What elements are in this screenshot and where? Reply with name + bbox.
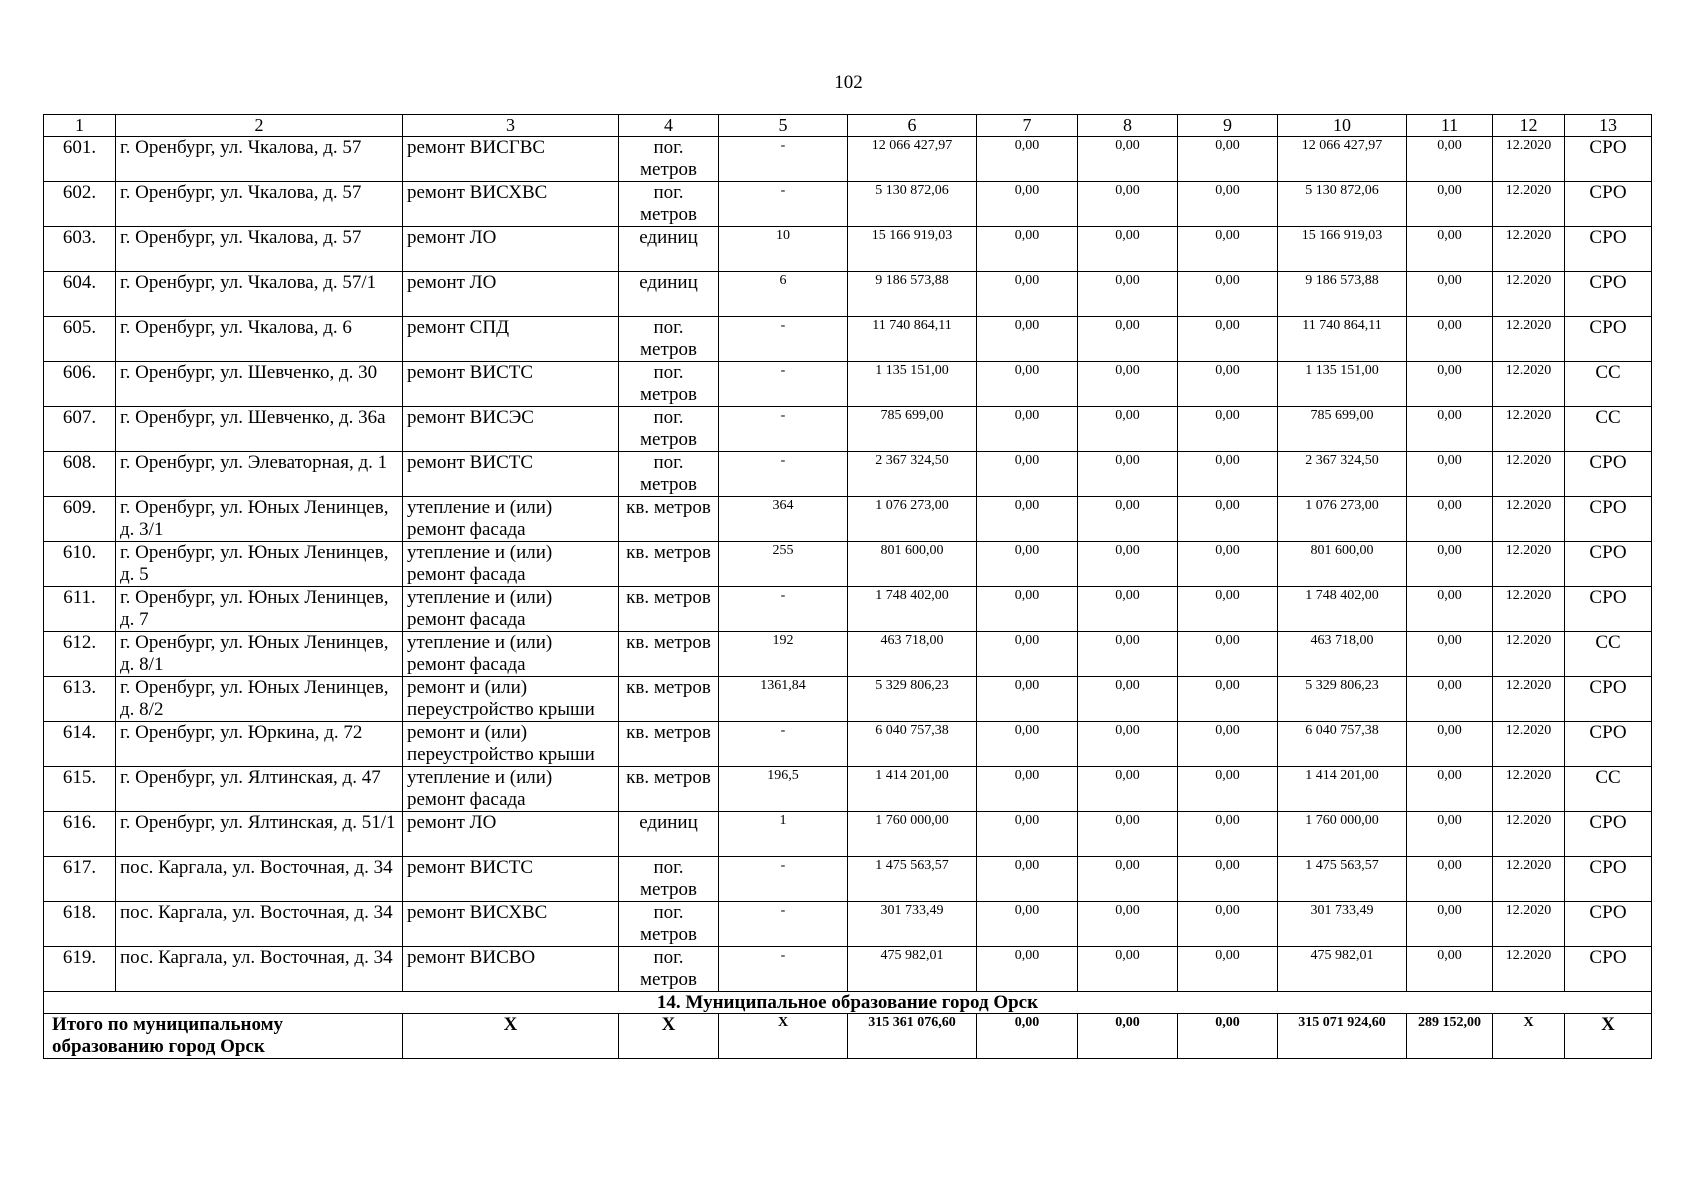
unit-cell: пог. метров xyxy=(619,317,719,362)
cost-owner-cell: 0,00 xyxy=(1407,857,1493,902)
cost-cell: 0,00 xyxy=(1078,182,1178,227)
cost-fund-cell: 801 600,00 xyxy=(1278,542,1407,587)
completion-date-cell: 12.2020 xyxy=(1493,767,1565,812)
work-type-cell: ремонт и (или) переустройство крыши xyxy=(403,677,619,722)
table-row xyxy=(44,227,1652,272)
completion-date-cell: 12.2020 xyxy=(1493,227,1565,272)
table-row xyxy=(44,767,1652,812)
row-number: 606. xyxy=(44,362,116,407)
cost-fund-cell: 5 130 872,06 xyxy=(1278,182,1407,227)
cost-cell: 0,00 xyxy=(1178,452,1278,497)
cost-cell: 0,00 xyxy=(1178,542,1278,587)
quantity-cell: - xyxy=(719,857,848,902)
completion-date-cell: 12.2020 xyxy=(1493,272,1565,317)
row-number: 611. xyxy=(44,587,116,632)
column-numbers-row xyxy=(44,115,1652,137)
address-cell: г. Оренбург, ул. Юркина, д. 72 xyxy=(116,722,403,767)
cost-owner-cell: 0,00 xyxy=(1407,902,1493,947)
total-label: Итого по муниципальному образованию город Орск xyxy=(44,1014,403,1059)
column-number: 10 xyxy=(1278,115,1407,137)
table-row xyxy=(44,452,1652,497)
total-row xyxy=(44,1014,1652,1059)
row-number: 603. xyxy=(44,227,116,272)
column-number: 12 xyxy=(1493,115,1565,137)
cost-cell: 0,00 xyxy=(1078,137,1178,182)
completion-date-cell: 12.2020 xyxy=(1493,362,1565,407)
completion-date-cell: 12.2020 xyxy=(1493,542,1565,587)
unit-cell: единиц xyxy=(619,812,719,857)
fund-method-cell: СРО xyxy=(1565,137,1652,182)
total-mark-cell: X xyxy=(619,1014,719,1059)
quantity-cell: 6 xyxy=(719,272,848,317)
cost-total-cell: 1 760 000,00 xyxy=(848,812,977,857)
cost-total-cell: 801 600,00 xyxy=(848,542,977,587)
cost-owner-cell: 0,00 xyxy=(1407,182,1493,227)
cost-owner-cell: 0,00 xyxy=(1407,587,1493,632)
cost-cell: 0,00 xyxy=(1178,812,1278,857)
cost-cell: 0,00 xyxy=(977,452,1078,497)
unit-cell: пог. метров xyxy=(619,362,719,407)
row-number: 605. xyxy=(44,317,116,362)
cost-total-cell: 6 040 757,38 xyxy=(848,722,977,767)
completion-date-cell: 12.2020 xyxy=(1493,407,1565,452)
work-type-cell: утепление и (или) ремонт фасада xyxy=(403,542,619,587)
address-cell: г. Оренбург, ул. Юных Ленинцев, д. 8/1 xyxy=(116,632,403,677)
row-number: 613. xyxy=(44,677,116,722)
completion-date-cell: 12.2020 xyxy=(1493,947,1565,992)
column-number: 6 xyxy=(848,115,977,137)
cost-total-cell: 463 718,00 xyxy=(848,632,977,677)
cost-owner-cell: 0,00 xyxy=(1407,677,1493,722)
cost-fund-cell: 1 748 402,00 xyxy=(1278,587,1407,632)
fund-method-cell: СРО xyxy=(1565,317,1652,362)
fund-method-cell: СРО xyxy=(1565,947,1652,992)
cost-owner-cell: 0,00 xyxy=(1407,227,1493,272)
table-row xyxy=(44,632,1652,677)
column-number: 5 xyxy=(719,115,848,137)
fund-method-cell: СРО xyxy=(1565,542,1652,587)
row-number: 608. xyxy=(44,452,116,497)
address-cell: г. Оренбург, ул. Чкалова, д. 57 xyxy=(116,182,403,227)
unit-cell: пог. метров xyxy=(619,452,719,497)
work-type-cell: ремонт ВИСТС xyxy=(403,362,619,407)
unit-cell: кв. метров xyxy=(619,632,719,677)
fund-method-cell: СРО xyxy=(1565,272,1652,317)
cost-fund-cell: 1 076 273,00 xyxy=(1278,497,1407,542)
table-row xyxy=(44,497,1652,542)
work-type-cell: ремонт ВИСЭС xyxy=(403,407,619,452)
section-row xyxy=(44,992,1652,1014)
row-number: 601. xyxy=(44,137,116,182)
cost-cell: 0,00 xyxy=(977,767,1078,812)
quantity-cell: - xyxy=(719,317,848,362)
cost-cell: 0,00 xyxy=(977,677,1078,722)
cost-fund-cell: 9 186 573,88 xyxy=(1278,272,1407,317)
fund-method-cell: СРО xyxy=(1565,587,1652,632)
cost-cell: 0,00 xyxy=(1178,227,1278,272)
work-type-cell: ремонт ЛО xyxy=(403,272,619,317)
column-number: 1 xyxy=(44,115,116,137)
table-row xyxy=(44,587,1652,632)
cost-cell: 0,00 xyxy=(977,722,1078,767)
total-cost-cell: 0,00 xyxy=(1078,1014,1178,1059)
column-number: 3 xyxy=(403,115,619,137)
cost-cell: 0,00 xyxy=(1078,407,1178,452)
quantity-cell: - xyxy=(719,407,848,452)
cost-cell: 0,00 xyxy=(1078,587,1178,632)
unit-cell: кв. метров xyxy=(619,722,719,767)
address-cell: г. Оренбург, ул. Шевченко, д. 36а xyxy=(116,407,403,452)
cost-cell: 0,00 xyxy=(977,227,1078,272)
unit-cell: единиц xyxy=(619,272,719,317)
cost-total-cell: 2 367 324,50 xyxy=(848,452,977,497)
quantity-cell: - xyxy=(719,947,848,992)
cost-cell: 0,00 xyxy=(977,497,1078,542)
completion-date-cell: 12.2020 xyxy=(1493,902,1565,947)
quantity-cell: - xyxy=(719,137,848,182)
column-number: 7 xyxy=(977,115,1078,137)
cost-owner-cell: 0,00 xyxy=(1407,722,1493,767)
cost-owner-cell: 0,00 xyxy=(1407,452,1493,497)
cost-cell: 0,00 xyxy=(977,182,1078,227)
cost-owner-cell: 0,00 xyxy=(1407,272,1493,317)
unit-cell: кв. метров xyxy=(619,587,719,632)
total-mark-cell: X xyxy=(403,1014,619,1059)
unit-cell: кв. метров xyxy=(619,677,719,722)
cost-cell: 0,00 xyxy=(1178,767,1278,812)
cost-cell: 0,00 xyxy=(1078,902,1178,947)
unit-cell: единиц xyxy=(619,227,719,272)
row-number: 610. xyxy=(44,542,116,587)
cost-cell: 0,00 xyxy=(1178,407,1278,452)
page-number: 102 xyxy=(834,72,863,93)
cost-total-cell: 12 066 427,97 xyxy=(848,137,977,182)
cost-total-cell: 1 135 151,00 xyxy=(848,362,977,407)
cost-cell: 0,00 xyxy=(1178,857,1278,902)
address-cell: г. Оренбург, ул. Юных Ленинцев, д. 7 xyxy=(116,587,403,632)
unit-cell: пог. метров xyxy=(619,902,719,947)
cost-total-cell: 9 186 573,88 xyxy=(848,272,977,317)
completion-date-cell: 12.2020 xyxy=(1493,632,1565,677)
completion-date-cell: 12.2020 xyxy=(1493,722,1565,767)
cost-cell: 0,00 xyxy=(977,947,1078,992)
cost-fund-cell: 2 367 324,50 xyxy=(1278,452,1407,497)
completion-date-cell: 12.2020 xyxy=(1493,137,1565,182)
unit-cell: пог. метров xyxy=(619,857,719,902)
table-row xyxy=(44,722,1652,767)
work-type-cell: ремонт ВИСВО xyxy=(403,947,619,992)
cost-cell: 0,00 xyxy=(1078,497,1178,542)
quantity-cell: 1361,84 xyxy=(719,677,848,722)
fund-method-cell: СС xyxy=(1565,407,1652,452)
table-row xyxy=(44,542,1652,587)
completion-date-cell: 12.2020 xyxy=(1493,452,1565,497)
cost-owner-cell: 0,00 xyxy=(1407,497,1493,542)
cost-owner-cell: 0,00 xyxy=(1407,542,1493,587)
cost-fund-cell: 301 733,49 xyxy=(1278,902,1407,947)
column-number: 8 xyxy=(1078,115,1178,137)
completion-date-cell: 12.2020 xyxy=(1493,182,1565,227)
cost-cell: 0,00 xyxy=(1178,317,1278,362)
quantity-cell: - xyxy=(719,452,848,497)
cost-owner-cell: 0,00 xyxy=(1407,317,1493,362)
cost-cell: 0,00 xyxy=(977,407,1078,452)
row-number: 609. xyxy=(44,497,116,542)
cost-cell: 0,00 xyxy=(1178,362,1278,407)
fund-method-cell: СРО xyxy=(1565,182,1652,227)
quantity-cell: 192 xyxy=(719,632,848,677)
cost-cell: 0,00 xyxy=(977,272,1078,317)
address-cell: г. Оренбург, ул. Юных Ленинцев, д. 3/1 xyxy=(116,497,403,542)
fund-method-cell: СРО xyxy=(1565,227,1652,272)
quantity-cell: - xyxy=(719,587,848,632)
cost-cell: 0,00 xyxy=(1078,722,1178,767)
address-cell: г. Оренбург, ул. Ялтинская, д. 47 xyxy=(116,767,403,812)
work-type-cell: утепление и (или) ремонт фасада xyxy=(403,587,619,632)
address-cell: пос. Каргала, ул. Восточная, д. 34 xyxy=(116,902,403,947)
cost-cell: 0,00 xyxy=(1078,857,1178,902)
quantity-cell: - xyxy=(719,362,848,407)
fund-method-cell: СС xyxy=(1565,632,1652,677)
total-cost-cell: 0,00 xyxy=(1178,1014,1278,1059)
cost-cell: 0,00 xyxy=(1178,497,1278,542)
row-number: 607. xyxy=(44,407,116,452)
cost-cell: 0,00 xyxy=(1078,227,1178,272)
cost-cell: 0,00 xyxy=(1078,947,1178,992)
cost-cell: 0,00 xyxy=(1178,587,1278,632)
cost-total-cell: 15 166 919,03 xyxy=(848,227,977,272)
column-number: 2 xyxy=(116,115,403,137)
unit-cell: кв. метров xyxy=(619,542,719,587)
cost-fund-cell: 12 066 427,97 xyxy=(1278,137,1407,182)
unit-cell: пог. метров xyxy=(619,407,719,452)
completion-date-cell: 12.2020 xyxy=(1493,857,1565,902)
cost-fund-cell: 1 475 563,57 xyxy=(1278,857,1407,902)
row-number: 618. xyxy=(44,902,116,947)
fund-method-cell: СС xyxy=(1565,767,1652,812)
column-number: 11 xyxy=(1407,115,1493,137)
cost-cell: 0,00 xyxy=(1178,722,1278,767)
completion-date-cell: 12.2020 xyxy=(1493,587,1565,632)
unit-cell: кв. метров xyxy=(619,767,719,812)
cost-cell: 0,00 xyxy=(1178,902,1278,947)
total-cost-cell: 315 361 076,60 xyxy=(848,1014,977,1059)
row-number: 614. xyxy=(44,722,116,767)
quantity-cell: 364 xyxy=(719,497,848,542)
cost-fund-cell: 15 166 919,03 xyxy=(1278,227,1407,272)
fund-method-cell: СРО xyxy=(1565,857,1652,902)
cost-cell: 0,00 xyxy=(977,812,1078,857)
cost-cell: 0,00 xyxy=(1078,272,1178,317)
address-cell: г. Оренбург, ул. Чкалова, д. 57 xyxy=(116,227,403,272)
cost-cell: 0,00 xyxy=(1178,677,1278,722)
cost-total-cell: 475 982,01 xyxy=(848,947,977,992)
cost-owner-cell: 0,00 xyxy=(1407,947,1493,992)
quantity-cell: - xyxy=(719,722,848,767)
cost-cell: 0,00 xyxy=(1178,272,1278,317)
fund-method-cell: СС xyxy=(1565,362,1652,407)
cost-total-cell: 301 733,49 xyxy=(848,902,977,947)
cost-total-cell: 5 130 872,06 xyxy=(848,182,977,227)
completion-date-cell: 12.2020 xyxy=(1493,677,1565,722)
address-cell: пос. Каргала, ул. Восточная, д. 34 xyxy=(116,947,403,992)
cost-cell: 0,00 xyxy=(1078,632,1178,677)
section-title: 14. Муниципальное образование город Орск xyxy=(44,992,1652,1014)
column-number: 4 xyxy=(619,115,719,137)
cost-total-cell: 785 699,00 xyxy=(848,407,977,452)
unit-cell: пог. метров xyxy=(619,947,719,992)
cost-fund-cell: 475 982,01 xyxy=(1278,947,1407,992)
row-number: 615. xyxy=(44,767,116,812)
cost-cell: 0,00 xyxy=(977,587,1078,632)
cost-cell: 0,00 xyxy=(1178,182,1278,227)
quantity-cell: 196,5 xyxy=(719,767,848,812)
column-number: 9 xyxy=(1178,115,1278,137)
cost-owner-cell: 0,00 xyxy=(1407,407,1493,452)
cost-cell: 0,00 xyxy=(977,632,1078,677)
unit-cell: пог. метров xyxy=(619,182,719,227)
cost-cell: 0,00 xyxy=(977,137,1078,182)
unit-cell: пог. метров xyxy=(619,137,719,182)
address-cell: г. Оренбург, ул. Элеваторная, д. 1 xyxy=(116,452,403,497)
cost-total-cell: 1 076 273,00 xyxy=(848,497,977,542)
fund-method-cell: СРО xyxy=(1565,452,1652,497)
work-type-cell: утепление и (или) ремонт фасада xyxy=(403,497,619,542)
address-cell: г. Оренбург, ул. Чкалова, д. 57 xyxy=(116,137,403,182)
total-fund-cell: 315 071 924,60 xyxy=(1278,1014,1407,1059)
work-type-cell: ремонт СПД xyxy=(403,317,619,362)
total-mark-cell: X xyxy=(1565,1014,1652,1059)
completion-date-cell: 12.2020 xyxy=(1493,812,1565,857)
work-type-cell: ремонт ВИСТС xyxy=(403,452,619,497)
work-type-cell: ремонт ВИСХВС xyxy=(403,902,619,947)
cost-fund-cell: 11 740 864,11 xyxy=(1278,317,1407,362)
cost-cell: 0,00 xyxy=(977,362,1078,407)
work-type-cell: утепление и (или) ремонт фасада xyxy=(403,767,619,812)
cost-cell: 0,00 xyxy=(1178,137,1278,182)
cost-cell: 0,00 xyxy=(1078,542,1178,587)
table-row xyxy=(44,857,1652,902)
cost-fund-cell: 1 135 151,00 xyxy=(1278,362,1407,407)
row-number: 602. xyxy=(44,182,116,227)
cost-cell: 0,00 xyxy=(1078,767,1178,812)
cost-cell: 0,00 xyxy=(977,902,1078,947)
table-row xyxy=(44,902,1652,947)
total-owner-cell: 289 152,00 xyxy=(1407,1014,1493,1059)
fund-method-cell: СРО xyxy=(1565,722,1652,767)
cost-fund-cell: 785 699,00 xyxy=(1278,407,1407,452)
table-row xyxy=(44,137,1652,182)
cost-cell: 0,00 xyxy=(1178,632,1278,677)
row-number: 619. xyxy=(44,947,116,992)
address-cell: г. Оренбург, ул. Шевченко, д. 30 xyxy=(116,362,403,407)
cost-owner-cell: 0,00 xyxy=(1407,632,1493,677)
address-cell: г. Оренбург, ул. Юных Ленинцев, д. 8/2 xyxy=(116,677,403,722)
table-row xyxy=(44,947,1652,992)
cost-cell: 0,00 xyxy=(1078,677,1178,722)
quantity-cell: - xyxy=(719,182,848,227)
cost-cell: 0,00 xyxy=(977,542,1078,587)
work-type-cell: ремонт ВИСТС xyxy=(403,857,619,902)
cost-cell: 0,00 xyxy=(977,857,1078,902)
address-cell: пос. Каргала, ул. Восточная, д. 34 xyxy=(116,857,403,902)
cost-fund-cell: 1 414 201,00 xyxy=(1278,767,1407,812)
row-number: 616. xyxy=(44,812,116,857)
table-row xyxy=(44,362,1652,407)
column-number: 13 xyxy=(1565,115,1652,137)
quantity-cell: 255 xyxy=(719,542,848,587)
quantity-cell: - xyxy=(719,902,848,947)
table-row xyxy=(44,182,1652,227)
work-type-cell: ремонт и (или) переустройство крыши xyxy=(403,722,619,767)
work-type-cell: ремонт ВИСГВС xyxy=(403,137,619,182)
address-cell: г. Оренбург, ул. Чкалова, д. 6 xyxy=(116,317,403,362)
cost-fund-cell: 1 760 000,00 xyxy=(1278,812,1407,857)
work-type-cell: ремонт ЛО xyxy=(403,227,619,272)
cost-cell: 0,00 xyxy=(1078,362,1178,407)
cost-cell: 0,00 xyxy=(1078,452,1178,497)
work-type-cell: ремонт ВИСХВС xyxy=(403,182,619,227)
cost-owner-cell: 0,00 xyxy=(1407,137,1493,182)
completion-date-cell: 12.2020 xyxy=(1493,497,1565,542)
cost-fund-cell: 5 329 806,23 xyxy=(1278,677,1407,722)
completion-date-cell: 12.2020 xyxy=(1493,317,1565,362)
cost-cell: 0,00 xyxy=(1078,317,1178,362)
quantity-cell: 1 xyxy=(719,812,848,857)
address-cell: г. Оренбург, ул. Чкалова, д. 57/1 xyxy=(116,272,403,317)
program-table xyxy=(43,114,1652,1059)
fund-method-cell: СРО xyxy=(1565,812,1652,857)
total-mark-cell: X xyxy=(719,1014,848,1059)
table-row xyxy=(44,812,1652,857)
cost-cell: 0,00 xyxy=(1178,947,1278,992)
address-cell: г. Оренбург, ул. Юных Ленинцев, д. 5 xyxy=(116,542,403,587)
cost-owner-cell: 0,00 xyxy=(1407,362,1493,407)
cost-total-cell: 5 329 806,23 xyxy=(848,677,977,722)
row-number: 617. xyxy=(44,857,116,902)
total-mark-cell: X xyxy=(1493,1014,1565,1059)
table-row xyxy=(44,407,1652,452)
cost-total-cell: 1 748 402,00 xyxy=(848,587,977,632)
work-type-cell: утепление и (или) ремонт фасада xyxy=(403,632,619,677)
row-number: 612. xyxy=(44,632,116,677)
unit-cell: кв. метров xyxy=(619,497,719,542)
cost-owner-cell: 0,00 xyxy=(1407,767,1493,812)
fund-method-cell: СРО xyxy=(1565,677,1652,722)
cost-total-cell: 11 740 864,11 xyxy=(848,317,977,362)
cost-cell: 0,00 xyxy=(1078,812,1178,857)
cost-owner-cell: 0,00 xyxy=(1407,812,1493,857)
table-row xyxy=(44,272,1652,317)
fund-method-cell: СРО xyxy=(1565,497,1652,542)
address-cell: г. Оренбург, ул. Ялтинская, д. 51/1 xyxy=(116,812,403,857)
table-row xyxy=(44,317,1652,362)
cost-cell: 0,00 xyxy=(977,317,1078,362)
cost-fund-cell: 6 040 757,38 xyxy=(1278,722,1407,767)
table-row xyxy=(44,677,1652,722)
row-number: 604. xyxy=(44,272,116,317)
work-type-cell: ремонт ЛО xyxy=(403,812,619,857)
cost-total-cell: 1 475 563,57 xyxy=(848,857,977,902)
quantity-cell: 10 xyxy=(719,227,848,272)
cost-fund-cell: 463 718,00 xyxy=(1278,632,1407,677)
fund-method-cell: СРО xyxy=(1565,902,1652,947)
cost-total-cell: 1 414 201,00 xyxy=(848,767,977,812)
total-cost-cell: 0,00 xyxy=(977,1014,1078,1059)
